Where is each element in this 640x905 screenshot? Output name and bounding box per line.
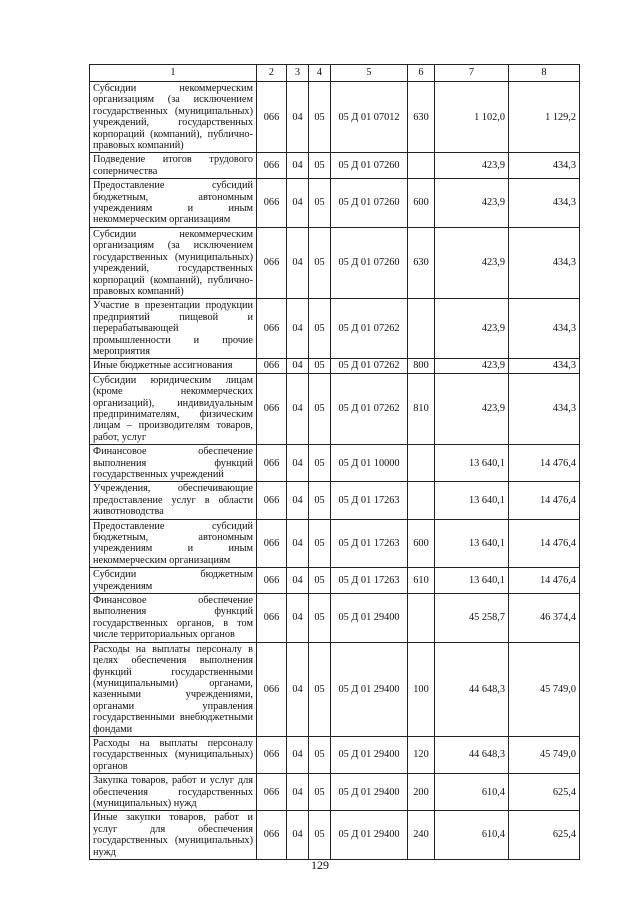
row-c2-cell: 066 <box>257 445 287 482</box>
row-name-cell: Предоставление субсидий бюджетным, автономным учреждениям и иным некоммерческим организациям <box>90 179 257 228</box>
table-row <box>90 299 580 359</box>
row-name-cell: Финансовое обеспечение выполнения функций государственных органов, в том числе территориальных органов <box>90 594 257 643</box>
row-c6-cell <box>408 299 435 359</box>
table-row <box>90 359 580 373</box>
row-c6-cell <box>408 445 435 482</box>
row-c8-cell: 434,3 <box>509 359 580 373</box>
row-c6-cell: 600 <box>408 519 435 568</box>
row-name-cell: Предоставление субсидий бюджетным, автономным учреждениям и иным некоммерческим организациям <box>90 519 257 568</box>
row-name-cell: Субсидии некоммерческим организациям (за исключением государственных (муниципальных) учреждений, государственных корпораций (компаний), публично-правовых компаний) <box>90 82 257 153</box>
header-cell-1: 1 <box>90 65 257 82</box>
row-c6-cell: 630 <box>408 227 435 298</box>
table-row <box>90 774 580 811</box>
row-c2-cell: 066 <box>257 811 287 860</box>
row-c2-cell: 066 <box>257 82 287 153</box>
row-c7-cell: 13 640,1 <box>435 568 509 594</box>
row-c5-cell: 05 Д 01 29400 <box>331 736 408 773</box>
row-c5-cell: 05 Д 01 10000 <box>331 445 408 482</box>
row-name-cell: Участие в презентации продукции предприятий пищевой и перерабатывающей промышленности и прочие мероприятия <box>90 299 257 359</box>
row-c4-cell: 05 <box>309 774 331 811</box>
row-name-cell: Субсидии юридическим лицам (кроме некоммерческих организаций), индивидуальным предпринимателям, физическим лицам – производителям товаров, работ, услуг <box>90 373 257 444</box>
row-c4-cell: 05 <box>309 373 331 444</box>
row-c3-cell: 04 <box>287 179 309 228</box>
table-row <box>90 736 580 773</box>
row-c7-cell: 423,9 <box>435 299 509 359</box>
row-name-cell: Учреждения, обеспечивающие предоставление услуг в области животноводства <box>90 482 257 519</box>
row-c6-cell: 200 <box>408 774 435 811</box>
row-c2-cell: 066 <box>257 519 287 568</box>
row-c2-cell: 066 <box>257 359 287 373</box>
row-c5-cell: 05 Д 01 07262 <box>331 359 408 373</box>
row-c8-cell: 434,3 <box>509 179 580 228</box>
row-c7-cell: 610,4 <box>435 811 509 860</box>
row-c7-cell: 423,9 <box>435 373 509 444</box>
row-c3-cell: 04 <box>287 568 309 594</box>
row-c5-cell: 05 Д 01 07260 <box>331 153 408 179</box>
row-c6-cell <box>408 594 435 643</box>
row-c7-cell: 44 648,3 <box>435 736 509 773</box>
row-c8-cell: 434,3 <box>509 299 580 359</box>
row-c3-cell: 04 <box>287 359 309 373</box>
row-c3-cell: 04 <box>287 445 309 482</box>
row-c3-cell: 04 <box>287 736 309 773</box>
row-c5-cell: 05 Д 01 07260 <box>331 179 408 228</box>
row-c4-cell: 05 <box>309 519 331 568</box>
row-c7-cell: 423,9 <box>435 153 509 179</box>
row-c5-cell: 05 Д 01 29400 <box>331 642 408 736</box>
row-c8-cell: 434,3 <box>509 227 580 298</box>
row-c3-cell: 04 <box>287 594 309 643</box>
header-cell-3: 3 <box>287 65 309 82</box>
row-c5-cell: 05 Д 01 29400 <box>331 774 408 811</box>
row-c8-cell: 46 374,4 <box>509 594 580 643</box>
header-row <box>90 65 580 82</box>
row-c8-cell: 434,3 <box>509 373 580 444</box>
row-c3-cell: 04 <box>287 299 309 359</box>
header-cell-8: 8 <box>509 65 580 82</box>
row-c3-cell: 04 <box>287 642 309 736</box>
row-c5-cell: 05 Д 01 17263 <box>331 482 408 519</box>
row-name-cell: Субсидии некоммерческим организациям (за исключением государственных (муниципальных) учреждений, государственных корпораций (компаний), публично-правовых компаний) <box>90 227 257 298</box>
row-name-cell: Расходы на выплаты персоналу в целях обеспечения выполнения функций государственными (муниципальными) органами, казенными учреждениями, органами управления государственными внебюджетными фондами <box>90 642 257 736</box>
row-c2-cell: 066 <box>257 594 287 643</box>
row-c3-cell: 04 <box>287 153 309 179</box>
table-row <box>90 568 580 594</box>
table-row <box>90 82 580 153</box>
table-row <box>90 153 580 179</box>
row-c6-cell <box>408 482 435 519</box>
row-c7-cell: 13 640,1 <box>435 445 509 482</box>
row-c5-cell: 05 Д 01 07012 <box>331 82 408 153</box>
row-c7-cell: 423,9 <box>435 179 509 228</box>
row-c5-cell: 05 Д 01 07262 <box>331 373 408 444</box>
row-c8-cell: 14 476,4 <box>509 482 580 519</box>
row-name-cell: Подведение итогов трудового соперничества <box>90 153 257 179</box>
row-c5-cell: 05 Д 01 29400 <box>331 594 408 643</box>
row-c4-cell: 05 <box>309 179 331 228</box>
row-c4-cell: 05 <box>309 594 331 643</box>
row-c8-cell: 1 129,2 <box>509 82 580 153</box>
row-c7-cell: 13 640,1 <box>435 482 509 519</box>
row-c3-cell: 04 <box>287 811 309 860</box>
row-c2-cell: 066 <box>257 568 287 594</box>
row-c5-cell: 05 Д 01 17263 <box>331 519 408 568</box>
row-c4-cell: 05 <box>309 82 331 153</box>
row-name-cell: Иные бюджетные ассигнования <box>90 359 257 373</box>
row-c4-cell: 05 <box>309 299 331 359</box>
table-row <box>90 482 580 519</box>
row-c5-cell: 05 Д 01 07260 <box>331 227 408 298</box>
row-c4-cell: 05 <box>309 153 331 179</box>
row-name-cell: Субсидии бюджетным учреждениям <box>90 568 257 594</box>
row-c6-cell: 630 <box>408 82 435 153</box>
row-c7-cell: 44 648,3 <box>435 642 509 736</box>
row-c6-cell: 810 <box>408 373 435 444</box>
row-c2-cell: 066 <box>257 373 287 444</box>
row-c8-cell: 45 749,0 <box>509 736 580 773</box>
row-c5-cell: 05 Д 01 17263 <box>331 568 408 594</box>
row-c6-cell: 240 <box>408 811 435 860</box>
row-name-cell: Финансовое обеспечение выполнения функций государственных учреждений <box>90 445 257 482</box>
row-c2-cell: 066 <box>257 642 287 736</box>
row-c4-cell: 05 <box>309 642 331 736</box>
row-c8-cell: 434,3 <box>509 153 580 179</box>
row-name-cell: Закупка товаров, работ и услуг для обеспечения государственных (муниципальных) нужд <box>90 774 257 811</box>
row-c4-cell: 05 <box>309 736 331 773</box>
row-c2-cell: 066 <box>257 299 287 359</box>
header-cell-4: 4 <box>309 65 331 82</box>
row-c8-cell: 14 476,4 <box>509 519 580 568</box>
row-c8-cell: 14 476,4 <box>509 445 580 482</box>
table-row <box>90 445 580 482</box>
row-c7-cell: 45 258,7 <box>435 594 509 643</box>
header-cell-2: 2 <box>257 65 287 82</box>
row-c3-cell: 04 <box>287 227 309 298</box>
row-c2-cell: 066 <box>257 736 287 773</box>
table-row <box>90 811 580 860</box>
header-cell-7: 7 <box>435 65 509 82</box>
row-c2-cell: 066 <box>257 227 287 298</box>
row-c4-cell: 05 <box>309 359 331 373</box>
row-c4-cell: 05 <box>309 811 331 860</box>
row-c6-cell: 600 <box>408 179 435 228</box>
row-name-cell: Иные закупки товаров, работ и услуг для обеспечения государственных (муниципальных) нужд <box>90 811 257 860</box>
row-c7-cell: 423,9 <box>435 359 509 373</box>
row-c2-cell: 066 <box>257 774 287 811</box>
row-c4-cell: 05 <box>309 568 331 594</box>
header-cell-5: 5 <box>331 65 408 82</box>
row-c2-cell: 066 <box>257 482 287 519</box>
table-row <box>90 179 580 228</box>
row-name-cell: Расходы на выплаты персоналу государственных (муниципальных) органов <box>90 736 257 773</box>
row-c3-cell: 04 <box>287 373 309 444</box>
row-c7-cell: 423,9 <box>435 227 509 298</box>
row-c3-cell: 04 <box>287 519 309 568</box>
row-c5-cell: 05 Д 01 29400 <box>331 811 408 860</box>
row-c2-cell: 066 <box>257 179 287 228</box>
row-c6-cell: 100 <box>408 642 435 736</box>
row-c3-cell: 04 <box>287 482 309 519</box>
row-c8-cell: 14 476,4 <box>509 568 580 594</box>
budget-table <box>89 64 580 860</box>
table-body <box>90 65 580 860</box>
header-cell-6: 6 <box>408 65 435 82</box>
table-row <box>90 227 580 298</box>
row-c8-cell: 625,4 <box>509 811 580 860</box>
table-row <box>90 642 580 736</box>
row-c6-cell: 120 <box>408 736 435 773</box>
row-c6-cell: 800 <box>408 359 435 373</box>
row-c5-cell: 05 Д 01 07262 <box>331 299 408 359</box>
table-row <box>90 519 580 568</box>
row-c6-cell <box>408 153 435 179</box>
row-c3-cell: 04 <box>287 82 309 153</box>
row-c4-cell: 05 <box>309 445 331 482</box>
page-number: 129 <box>311 858 329 872</box>
row-c8-cell: 45 749,0 <box>509 642 580 736</box>
row-c6-cell: 610 <box>408 568 435 594</box>
row-c4-cell: 05 <box>309 227 331 298</box>
row-c7-cell: 13 640,1 <box>435 519 509 568</box>
table-row <box>90 594 580 643</box>
table-row <box>90 373 580 444</box>
row-c7-cell: 1 102,0 <box>435 82 509 153</box>
row-c2-cell: 066 <box>257 153 287 179</box>
row-c3-cell: 04 <box>287 774 309 811</box>
row-c7-cell: 610,4 <box>435 774 509 811</box>
row-c4-cell: 05 <box>309 482 331 519</box>
row-c8-cell: 625,4 <box>509 774 580 811</box>
